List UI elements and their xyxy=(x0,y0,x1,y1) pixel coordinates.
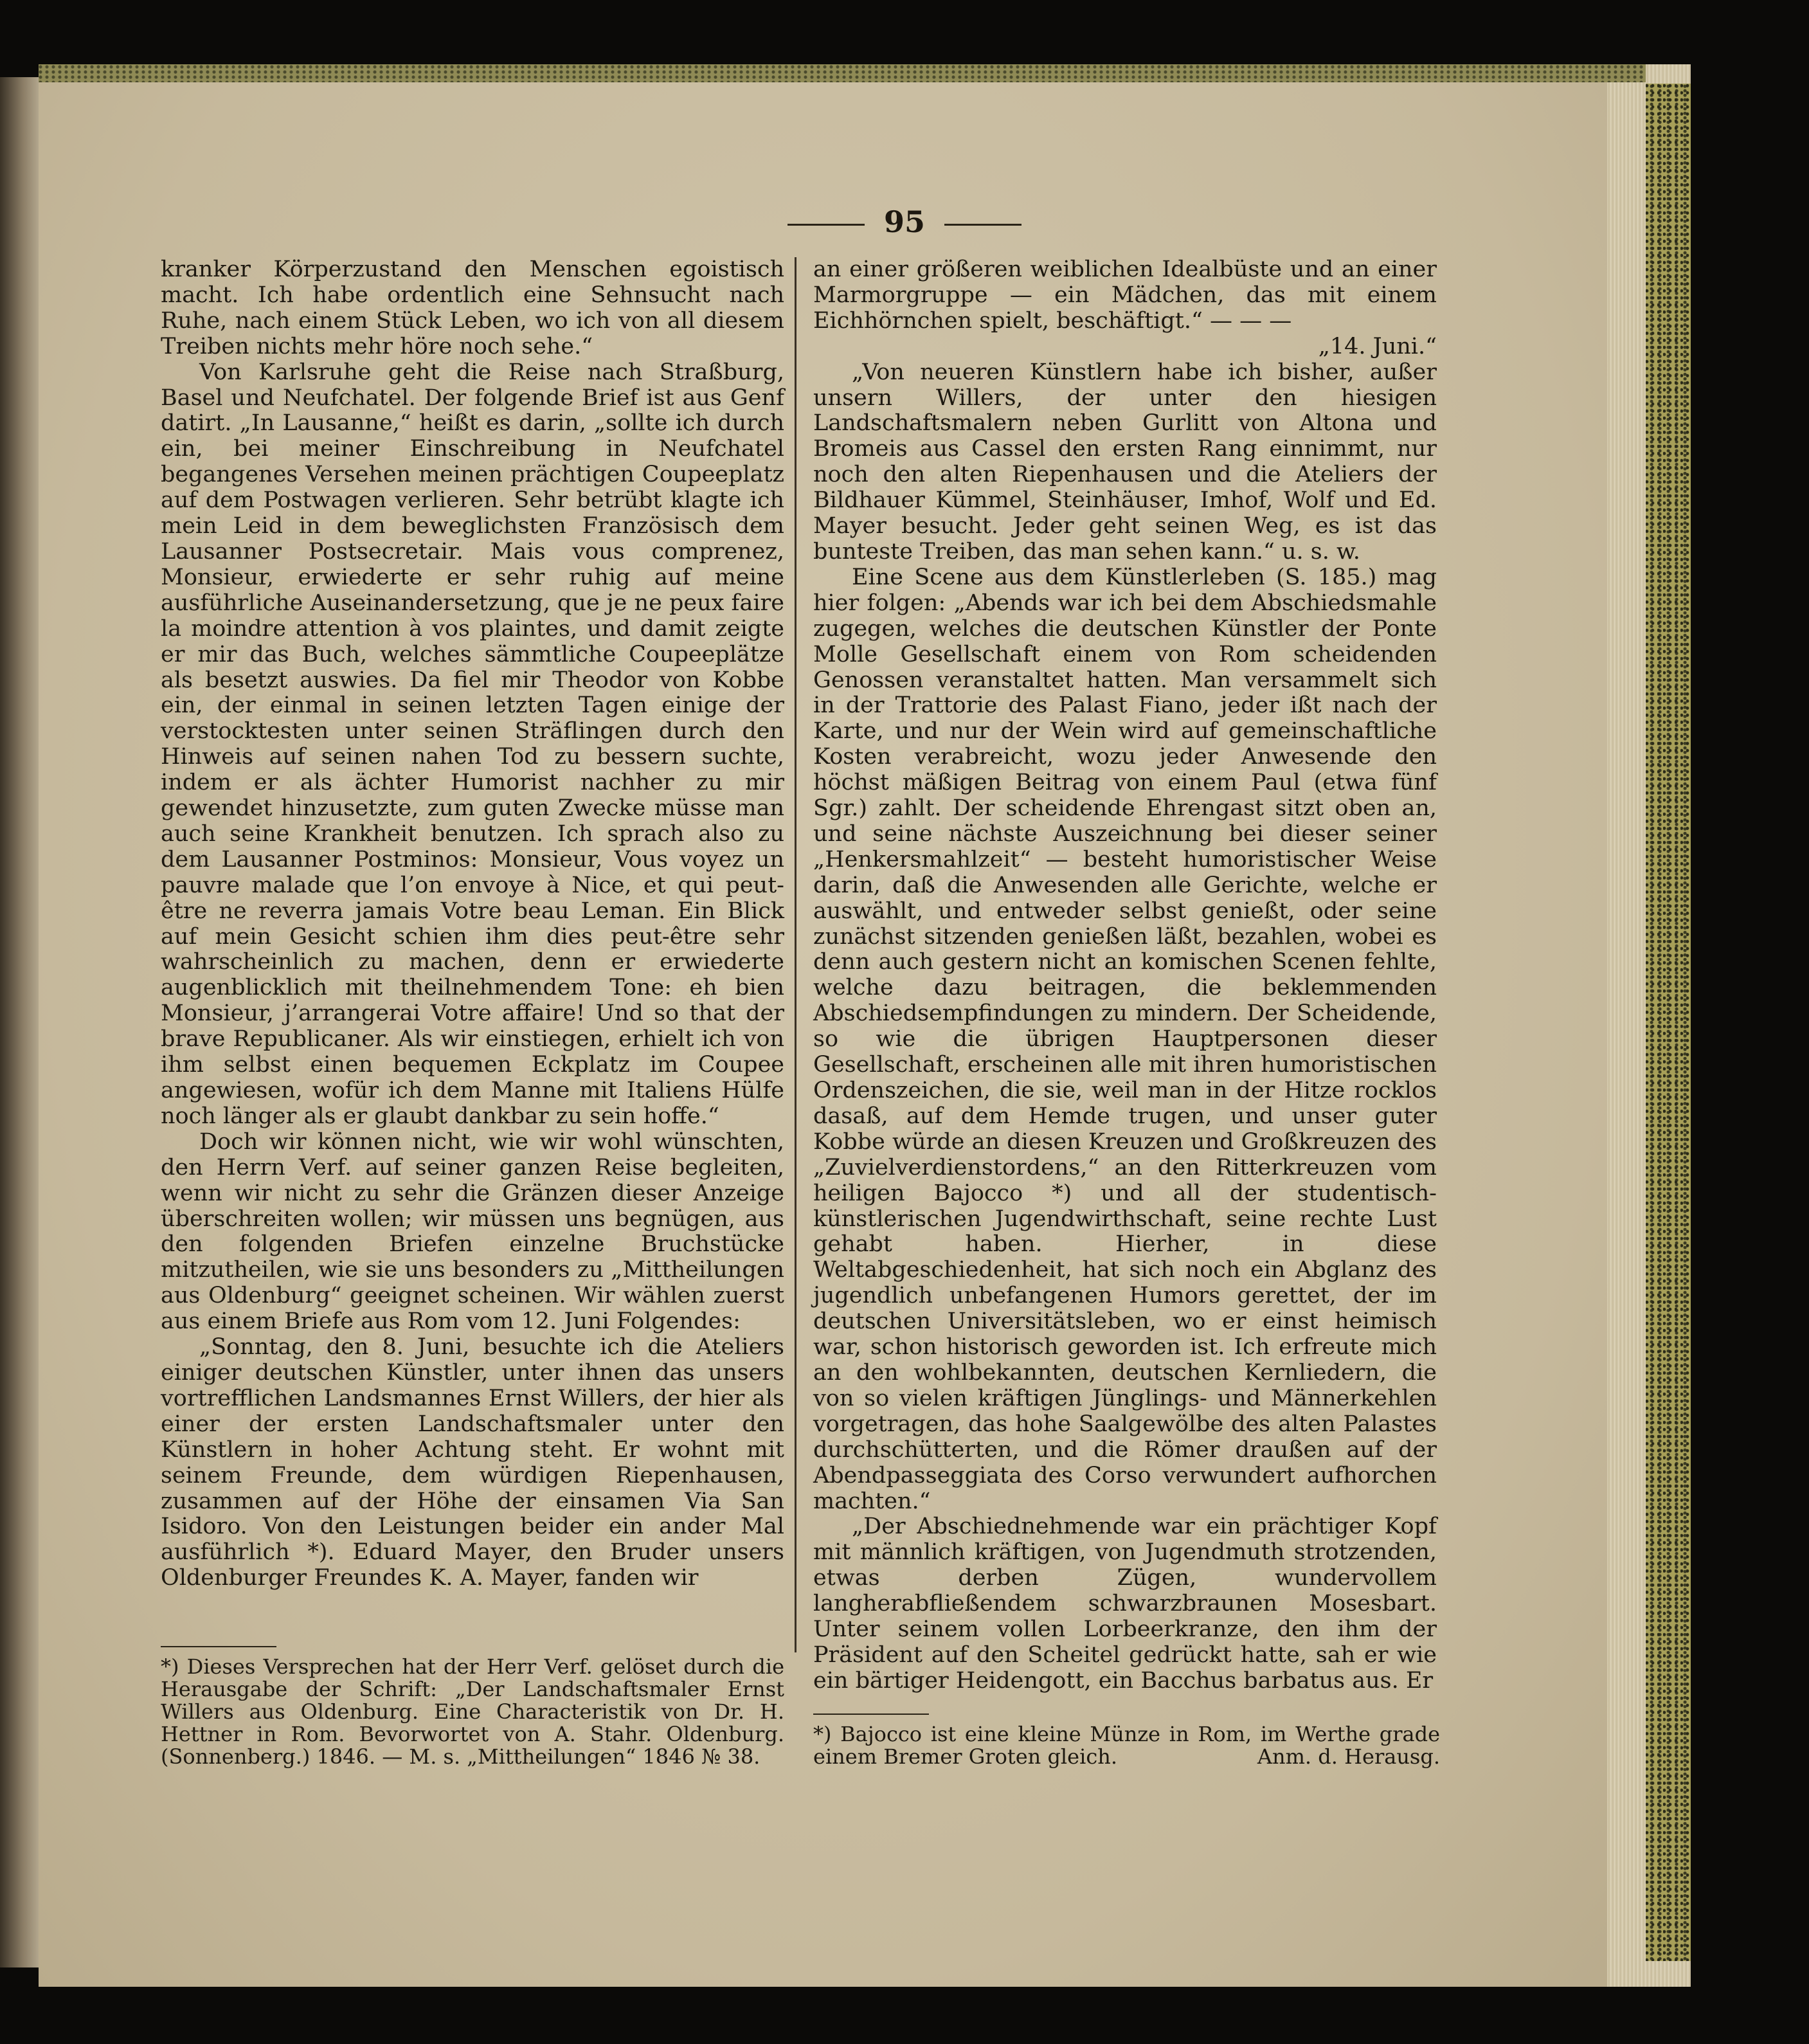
right-text-column xyxy=(813,257,1437,1694)
marbled-cover-edge xyxy=(1646,84,1691,1961)
footnote-right-text: *) Bajocco ist eine kleine Münze in Rom, im Werthe grade einem Bremer Groten gleich. xyxy=(813,1722,1440,1769)
footnote-attribution: Anm. d. Herausg. xyxy=(1257,1744,1440,1769)
page-number: 95 xyxy=(883,204,925,239)
paragraph: Doch wir können nicht, wie wir wohl wünschten, den Herrn Verf. auf seiner ganzen Reise begleiten, wenn wir nicht zu sehr die Gränzen dieser Anzeige überschreiten wollen; wir müssen uns begnügen, aus den folgenden Briefen einzelne Bruchstücke mitzutheilen, wie sie uns besonders zu „Mittheilungen aus Oldenburg“ geeignet scheinen. Wir wählen zuerst aus einem Briefe aus Rom vom 12. Juni Folgendes: xyxy=(161,1128,784,1335)
footnote-left: *) Dieses Versprechen hat der Herr Verf. gelöset durch die Herausgabe der Schrift: „Der Landschaftsmaler Ernst Willers aus Oldenburg. Eine Characteristik von Dr. H. Hettner in Rom. Bevorwortet von A. Stahr. Oldenburg. (Sonnenberg.) 1846. — M. s. „Mittheilungen“ 1846 № 38. xyxy=(161,1654,784,1769)
page-header xyxy=(0,204,1809,239)
footnote-right xyxy=(813,1723,1440,1768)
paragraph: kranker Körperzustand den Menschen egoistisch macht. Ich habe ordentlich eine Sehnsucht nach Ruhe, nach einem Stück Leben, wo ich von all diesem Treiben nichts mehr höre noch sehe.“ xyxy=(161,257,784,359)
paragraph: „Der Abschiednehmende war ein prächtiger Kopf mit männlich kräftigen, von Jugendmuth strotzenden, etwas derben Zügen, wundervollem langherabfließendem schwarzbraunen Mosesbart. Unter seinem vollen Lorbeerkranze, den ihm der Präsident auf den Scheitel gedrückt hatte, sah er wie ein bärtiger Heidengott, ein Bacchus barbatus aus. Er xyxy=(813,1514,1437,1694)
paragraph: „Sonntag, den 8. Juni, besuchte ich die Ateliers einiger deutschen Künstler, unter ihnen das unsers vortrefflichen Landsmannes Ernst Willers, der hier als einer der ersten Landschaftsmaler unter den Künstlern in hoher Achtung steht. Er wohnt mit seinem Freunde, dem würdigen Riepenhausen, zusammen auf der Höhe der einsamen Via San Isidoro. Von den Leistungen beider ein ander Mal ausführlich *). Eduard Mayer, den Bruder unsers Oldenburger Freundes K. A. Mayer, fanden wir xyxy=(161,1334,784,1591)
paragraph: „Von neueren Künstlern habe ich bisher, außer unsern Willers, der unter den hiesigen Landschaftsmalern neben Gurlitt von Altona und Bromeis aus Cassel den ersten Rang einnimmt, nur noch den alten Riepenhausen und die Ateliers der Bildhauer Kümmel, Steinhäuser, Imhof, Wolf und Ed. Mayer besucht. Jeder geht seinen Weg, es ist das bunteste Treiben, das man sehen kann.“ u. s. w. xyxy=(813,359,1437,565)
footnote-rule-left xyxy=(161,1646,276,1647)
header-rule-right xyxy=(944,224,1022,226)
paragraph: Von Karlsruhe geht die Reise nach Straßburg, Basel und Neufchatel. Der folgende Brief ist aus Genf datirt. „In Lausanne,“ heißt es darin, „sollte ich durch ein, bei meiner Einschreibung in Neufchatel begangenes Versehen meinen prächtigen Coupeeplatz auf dem Postwagen verlieren. Sehr betrübt klagte ich mein Leid in dem beweglichsten Französisch dem Lausanner Postsecretair. Mais vous comprenez, Monsieur, erwiederte er sehr ruhig auf meine ausführliche Auseinandersetzung, que je ne peux faire la moindre attention à vos plaintes, und damit zeigte er mir das Buch, welches sämmtliche Coupeeplätze als besetzt auswies. Da fiel mir Theodor von Kobbe ein, der einmal in seinen letzten Tagen einige der verstocktesten unter seinen Sträflingen durch den Hinweis auf seinen nahen Tod zu bessern suchte, indem er als ächter Humorist nachher zu mir gewendet hinzusetzte, zum guten Zwecke müsse man auch seine Krankheit benutzen. Ich sprach also zu dem Lausanner Postminos: Monsieur, Vous voyez un pauvre malade que l’on envoye à Nice, et qui peut-être ne reverra jamais Votre beau Leman. Ein Blick auf mein Gesicht schien ihm dies peut-être sehr wahrscheinlich zu machen, denn er erwiederte augenblicklich mit theilnehmendem Tone: eh bien Monsieur, j’arrangerai Votre affaire! Und so that der brave Republicaner. Als wir einstiegen, erhielt ich von ihm selbst einen bequemen Eckplatz im Coupee angewiesen, wofür ich dem Manne mit Italiens Hülfe noch länger als er glaubt dankbar zu sein hoffe.“ xyxy=(161,359,784,1129)
left-text-column xyxy=(161,257,784,1591)
header-rule-left xyxy=(788,224,865,226)
paragraph: an einer größeren weiblichen Idealbüste und an einer Marmorgruppe — ein Mädchen, das mit einem Eichhörnchen spielt, beschäftigt.“ — — — xyxy=(813,257,1437,334)
footnote-rule-right xyxy=(813,1714,929,1715)
facing-page-edge xyxy=(0,77,39,1967)
column-divider xyxy=(795,257,797,1652)
marbled-top-edge xyxy=(39,64,1646,82)
paragraph: Eine Scene aus dem Künstlerleben (S. 185.) mag hier folgen: „Abends war ich bei dem Abschiedsmahle zugegen, welches die deutschen Künstler der Ponte Molle Gesellschaft einem von Rom scheidenden Genossen veranstaltet hatten. Man versammelt sich in der Trattorie des Palast Fiano, jeder ißt nach der Karte, und nur der Wein wird auf gemeinschaftliche Kosten verabreicht, wozu jeder Anwesende den höchst mäßigen Beitrag von einem Paul (etwa fünf Sgr.) zahlt. Der scheidende Ehrengast sitzt oben an, und seine nächste Auszeichnung bei dieser seiner „Henkersmahlzeit“ — besteht humoristischer Weise darin, daß die Anwesenden alle Gerichte, welche er auswählt, und entweder selbst genießt, oder seine zunächst sitzenden genießen läßt, bezahlen, wobei es denn auch gestern nicht an komischen Scenen fehlte, welche dazu beitragen, die beklemmenden Abschiedsempfindungen zu mindern. Der Scheidende, so wie die übrigen Hauptpersonen dieser Gesellschaft, erscheinen alle mit ihren humoristischen Ordenszeichen, die sie, weil man in der Hitze rocklos dasaß, auf dem Hemde trugen, und unser guter Kobbe würde an diesen Kreuzen und Großkreuzen des „Zuvielverdienstordens,“ an den Ritterkreuzen vom heiligen Bajocco *) und all der studentisch-künstlerischen Jugendwirthschaft, seine rechte Lust gehabt haben. Hierher, in diese Weltabgeschiedenheit, hat sich noch ein Abglanz des jugendlich unbefangenen Humors gerettet, der im deutschen Universitätsleben, wo er einst heimisch war, schon historisch geworden ist. Ich erfreute mich an den wohlbekannten, deutschen Kernliedern, die von so vielen kräftigen Jünglings- und Männerkehlen vorgetragen, das hohe Saalgewölbe des alten Palastes durchschütterten, und die Römer draußen auf der Abendpasseggiata des Corso verwundert aufhorchen machten.“ xyxy=(813,564,1437,1514)
date-heading: „14. Juni.“ xyxy=(1318,333,1437,359)
